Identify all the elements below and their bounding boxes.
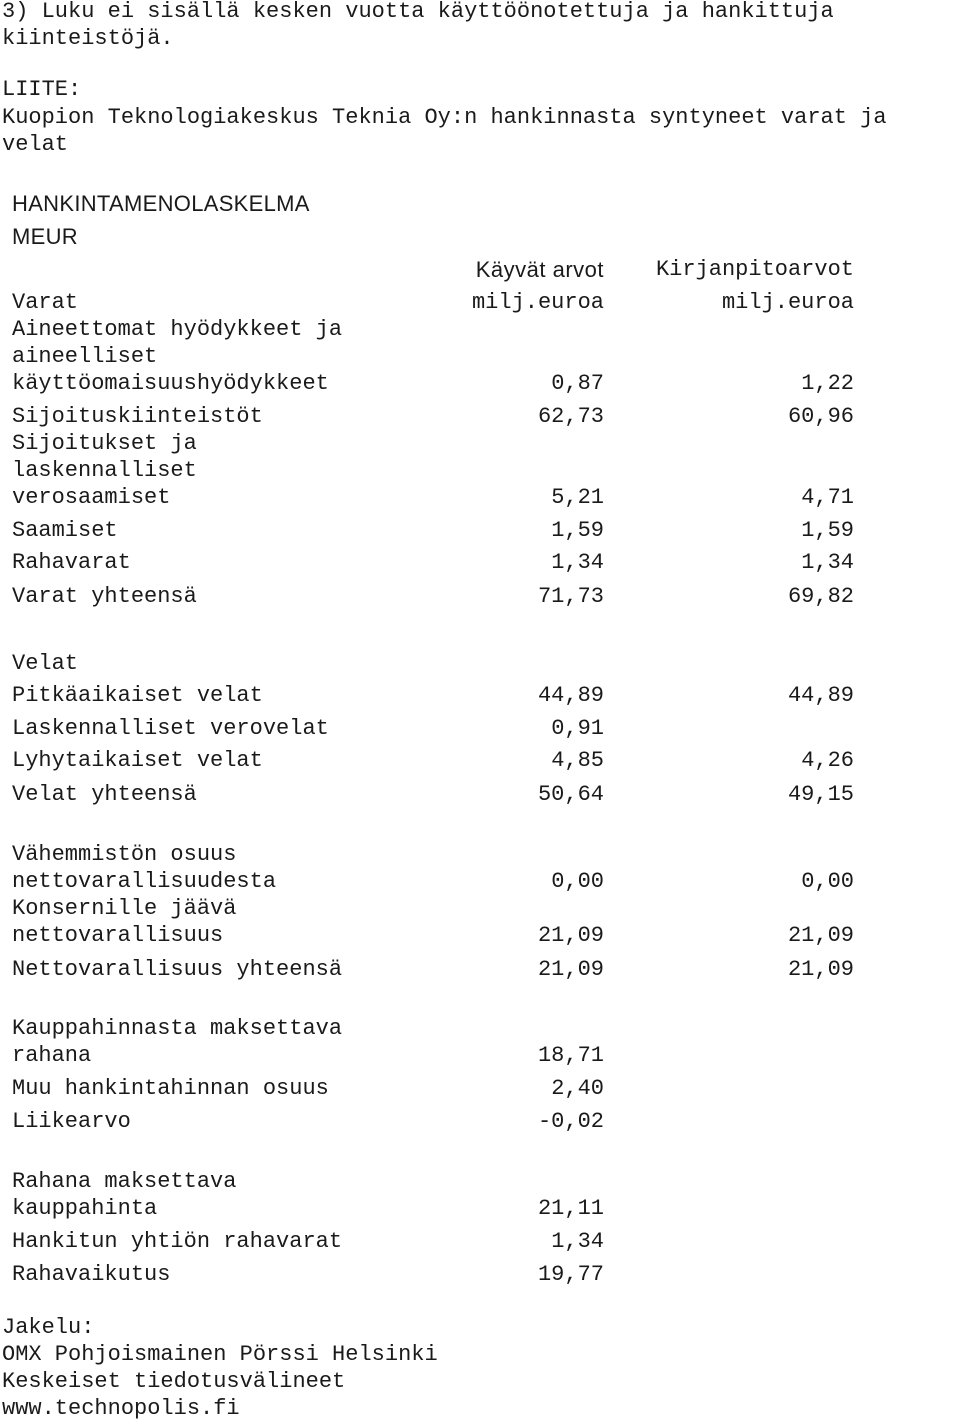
table-row [12,430,872,510]
calc-title: HANKINTAMENOLASKELMA [12,191,310,216]
row-value-fair: 1,34 [551,550,604,575]
row-value-fair: 0,00 [551,869,604,894]
row-value-fair: -0,02 [537,1109,604,1134]
row-label: Rahana maksettava kauppahinta [12,1169,237,1221]
distribution-label: Jakelu: [2,1315,95,1340]
row-value-fair: 18,71 [537,1043,604,1068]
row-label: Saamiset [12,518,118,543]
row-value-fair: 21,09 [537,923,604,948]
table-row [12,682,872,712]
row-value-book: 60,96 [787,404,854,429]
row-value-book: 1,59 [801,518,854,543]
row-label: Aineettomat hyödykkeet ja aineelliset käyttöomaisuushyödykkeet [12,317,343,396]
table-row [12,715,872,745]
table-row [12,1168,872,1221]
row-value-book: 21,09 [787,957,854,982]
table-row [12,1228,872,1258]
row-value-fair: 21,11 [537,1196,604,1221]
row-value-fair: 62,73 [537,404,604,429]
table-row [12,517,872,547]
calc-unit: MEUR [12,224,78,249]
row-value-book: 21,09 [787,923,854,948]
row-label: Rahavaikutus [12,1262,171,1287]
row-label: Muu hankintahinnan osuus [12,1076,329,1101]
row-value-fair: 2,40 [551,1076,604,1101]
distribution-link[interactable]: www.technopolis.fi [2,1396,240,1421]
table-row [12,895,872,948]
col1-header: Käyvät arvot [475,257,604,282]
row-label: Sijoitukset ja laskennalliset verosaamiset [12,431,197,510]
liabilities-heading-row [12,650,872,680]
appendix-text: Kuopion Teknologiakeskus Teknia Oy:n hankinnasta syntyneet varat ja velat [2,105,887,157]
row-value-fair: 1,34 [551,1229,604,1254]
row-value-fair: 50,64 [537,782,604,807]
distribution-line: Keskeiset tiedotusvälineet [2,1369,346,1394]
row-value-fair: 21,09 [537,957,604,982]
col1-unit: milj.euroa [471,290,604,315]
appendix-label: LIITE: [2,77,82,102]
table-row [12,841,872,894]
row-value-book: 1,34 [801,550,854,575]
row-label: Velat yhteensä [12,782,197,807]
row-value-book: 0,00 [801,869,854,894]
distribution-line: OMX Pohjoismainen Pörssi Helsinki [2,1342,438,1367]
column-header-row [12,256,872,286]
row-label: Hankitun yhtiön rahavarat [12,1229,343,1254]
row-label: Rahavarat [12,550,131,575]
row-value-book: 4,71 [801,485,854,510]
col2-header: Kirjanpitoarvot [655,257,854,282]
assets-label: Varat [12,290,79,315]
row-label: Nettovarallisuus yhteensä [12,957,343,982]
row-label: Varat yhteensä [12,584,197,609]
liabilities-title: Velat [12,651,79,676]
table-row [12,549,872,579]
row-label: Liikearvo [12,1109,131,1134]
assets-total-row [12,583,872,613]
equity-total-row [12,956,872,986]
footnote-3: 3) Luku ei sisällä kesken vuotta käyttöönotettuja ja hankittuja kiinteistöjä. [2,0,834,51]
row-value-fair: 44,89 [537,683,604,708]
row-value-fair: 0,91 [551,716,604,741]
row-label: Lyhytaikaiset velat [12,748,263,773]
row-value-fair: 0,87 [551,371,604,396]
row-value-book: 1,22 [801,371,854,396]
row-value-fair: 71,73 [537,584,604,609]
row-label: Kauppahinnasta maksettava rahana [12,1016,343,1068]
row-label: Sijoituskiinteistöt [12,404,263,429]
table-row [12,316,872,396]
row-value-book: 69,82 [787,584,854,609]
table-row [12,1108,872,1138]
col2-unit: milj.euroa [721,290,854,315]
unit-header-row [12,289,872,319]
table-row [12,403,872,433]
table-row [12,1261,872,1291]
row-value-fair: 19,77 [537,1262,604,1287]
table-row [12,1075,872,1105]
row-value-book: 49,15 [787,782,854,807]
row-label: Laskennalliset verovelat [12,716,329,741]
row-label: Konsernille jäävä nettovarallisuus [12,896,237,948]
row-label: Vähemmistön osuus nettovarallisuudesta [12,842,277,894]
row-value-fair: 5,21 [551,485,604,510]
table-row [12,747,872,777]
row-value-fair: 4,85 [551,748,604,773]
table-row [12,1015,872,1068]
row-label: Pitkäaikaiset velat [12,683,263,708]
row-value-fair: 1,59 [551,518,604,543]
row-value-book: 4,26 [801,748,854,773]
liabilities-total-row [12,781,872,811]
row-value-book: 44,89 [787,683,854,708]
